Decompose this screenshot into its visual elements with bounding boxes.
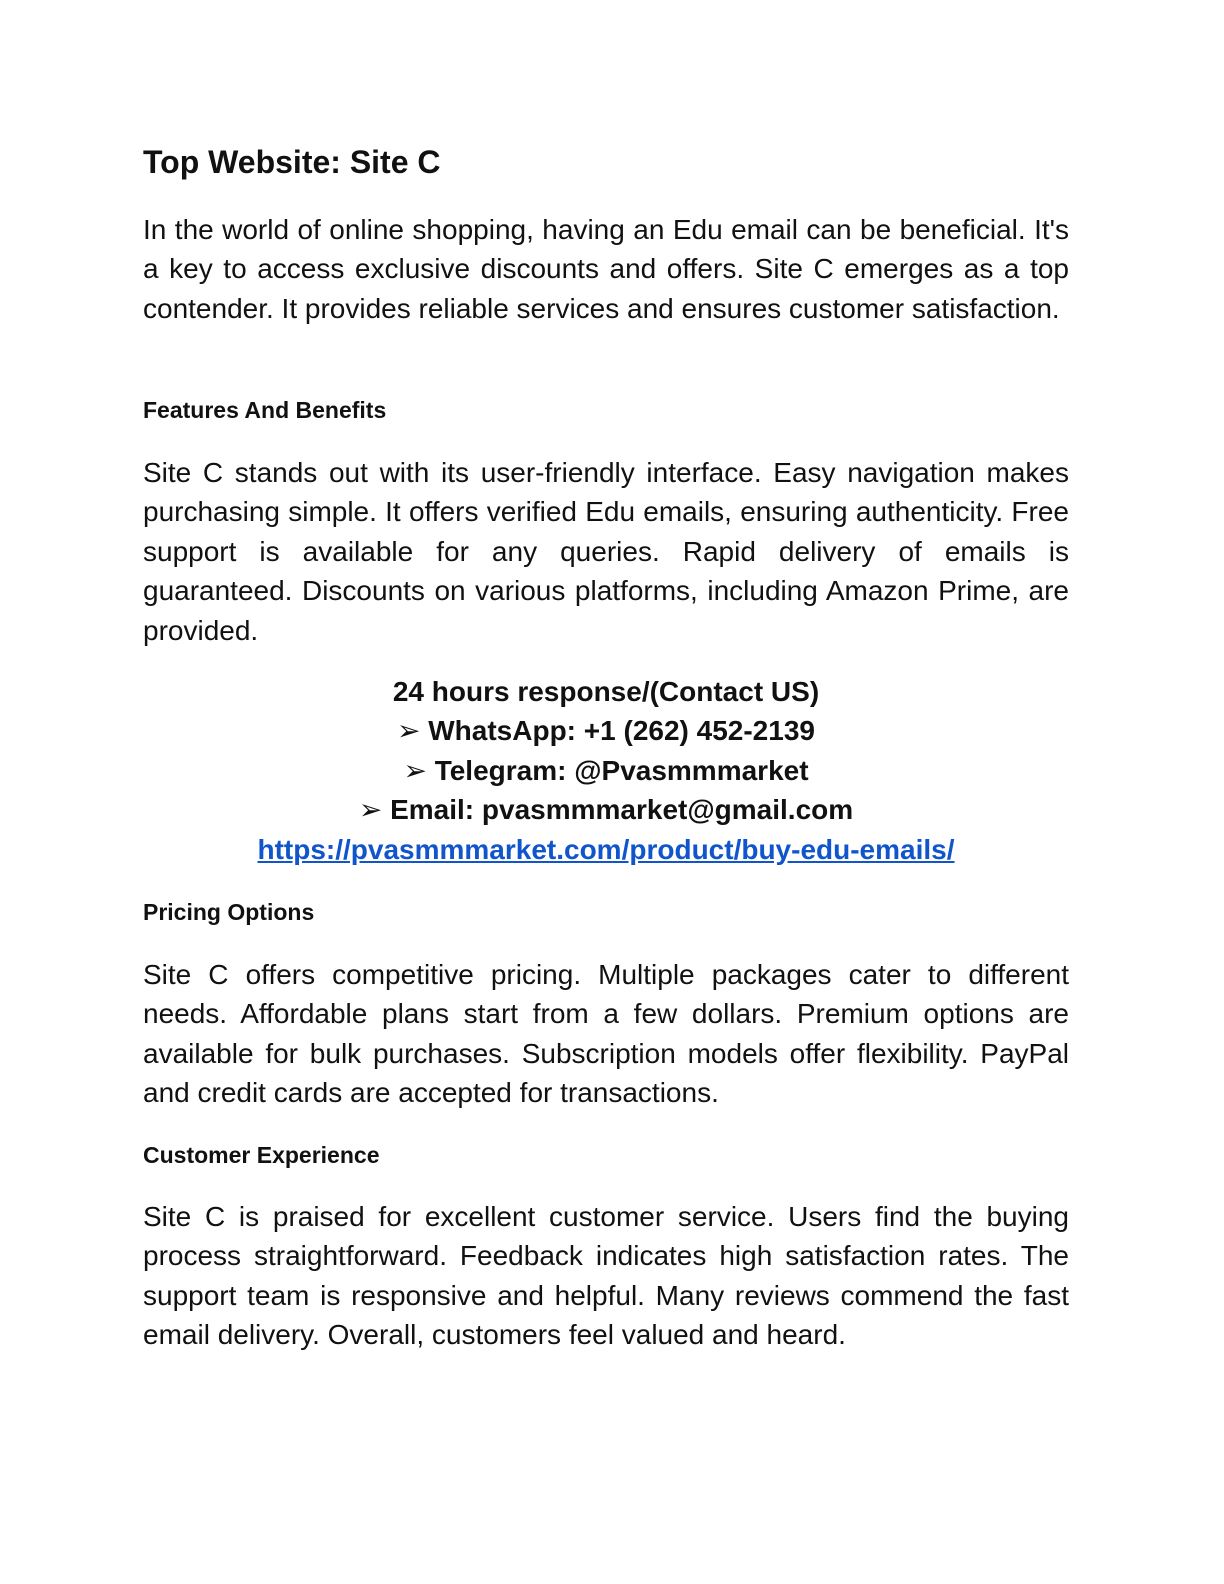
product-link[interactable]: https://pvasmmmarket.com/product/buy-edu-emails/ [257, 833, 955, 865]
features-heading: Features And Benefits [143, 397, 387, 423]
link-line [143, 830, 1069, 869]
response-line: 24 hours response/(Contact US) [392, 676, 820, 707]
intro-paragraph: In the world of online shopping, having an Edu email can be beneficial. It's a key to access exclusive discounts and offers. Site C emerges as a top contender. It provides reliable services and ensures customer satisfaction. [143, 214, 1069, 324]
contact-block [143, 672, 1069, 869]
whatsapp-line: ➢ WhatsApp: +1 (262) 452-2139 [397, 715, 815, 747]
page-title: Top Website: Site C [143, 144, 441, 180]
telegram-line: ➢ Telegram: @Pvasmmmarket [403, 754, 809, 786]
customer-heading: Customer Experience [143, 1142, 380, 1168]
email-line: ➢ Email: pvasmmmarket@gmail.com [358, 794, 854, 826]
customer-paragraph: Site C is praised for excellent customer service. Users find the buying process straightforward. Feedback indicates high satisfaction rates. The support team is responsive and helpful. Many reviews commend the fast email delivery. Overall, customers feel valued and heard. [143, 1201, 1069, 1351]
features-paragraph: Site C stands out with its user-friendly interface. Easy navigation makes purchasing simple. It offers verified Edu emails, ensuring authenticity. Free support is available for any queries. Rapid delivery of emails is guaranteed. Discounts on various platforms, including Amazon Prime, are provided. [143, 457, 1069, 646]
pricing-paragraph: Site C offers competitive pricing. Multiple packages cater to different needs. Affordable plans start from a few dollars. Premium options are available for bulk purchases. Subscription models offer flexibility. PayPal and credit cards are accepted for transactions. [143, 959, 1069, 1109]
pricing-heading: Pricing Options [143, 899, 315, 925]
